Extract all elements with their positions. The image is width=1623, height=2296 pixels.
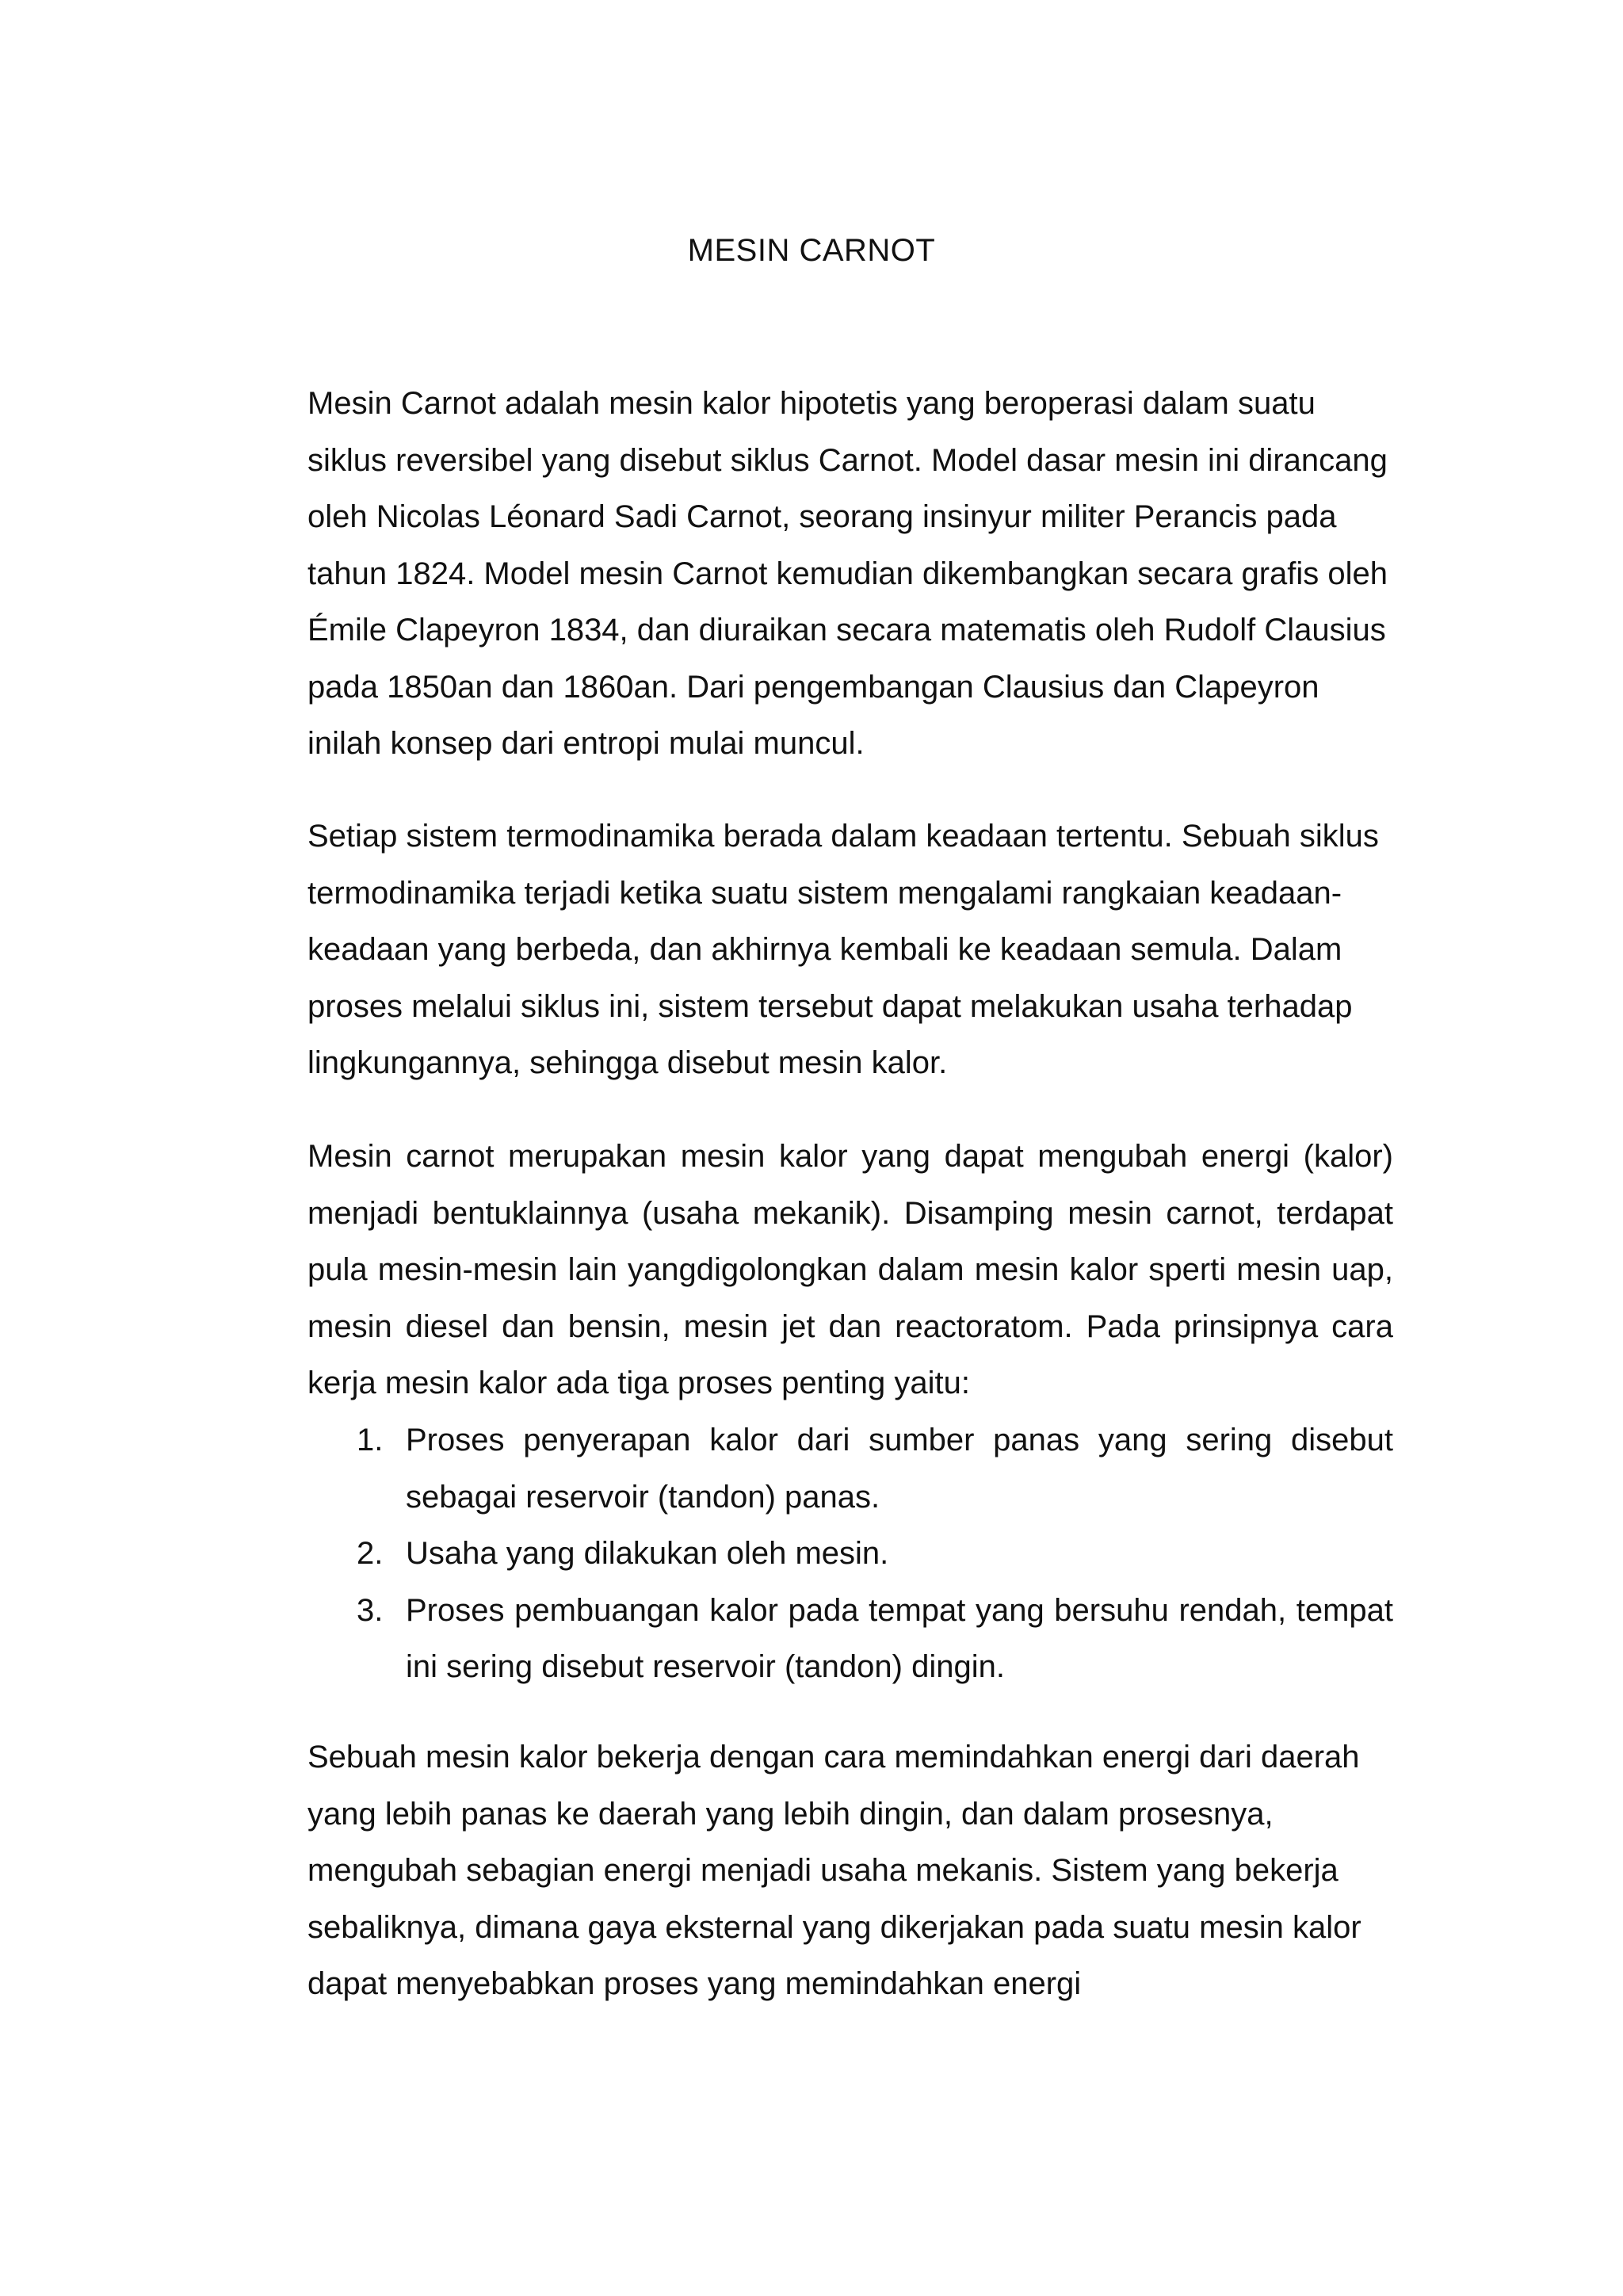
paragraph-carnot-engine: Mesin carnot merupakan mesin kalor yang dapat mengubah energi (kalor) menjadi bentuklainnya (usaha mekanik). Disamping mesin carnot, terdapat pula mesin-mesin lain yangdigolongkan dalam mesin kalor sperti mesin uap, mesin diesel dan bensin, mesin jet dan reactoratom. Pada prinsipnya cara kerja mesin kalor ada tiga proses penting yaitu:	[307, 1139, 1393, 1400]
list-item-text: Proses penyerapan kalor dari sumber panas yang sering disebut sebagai reservoir (tandon) panas.	[406, 1423, 1393, 1515]
list-item-text: Proses pembuangan kalor pada tempat yang bersuhu rendah, tempat ini sering disebut reservoir (tandon) dingin.	[406, 1592, 1393, 1684]
list-item	[307, 1412, 1393, 1526]
paragraph-intro: Mesin Carnot adalah mesin kalor hipotetis yang beroperasi dalam suatu siklus reversibel yang disebut siklus Carnot. Model dasar mesin ini dirancang oleh Nicolas Léonard Sadi Carnot, seorang insinyur militer Perancis pada tahun 1824. Model mesin Carnot kemudian dikembangkan secara grafis oleh Émile Clapeyron 1834, dan diuraikan secara matematis oleh Rudolf Clausius pada 1850an dan 1860an. Dari pengembangan Clausius dan Clapeyron inilah konsep dari entropi mulai muncul.	[307, 386, 1388, 761]
list-item-number: 1.	[357, 1423, 384, 1457]
paragraph-thermodynamic-system: Setiap sistem termodinamika berada dalam keadaan tertentu. Sebuah siklus termodinamika terjadi ketika suatu sistem mengalami rangkaian keadaan-keadaan yang berbeda, dan akhirnya kembali ke keadaan semula. Dalam proses melalui siklus ini, sistem tersebut dapat melakukan usaha terhadap lingkungannya, sehingga disebut mesin kalor.	[307, 819, 1379, 1080]
list-item-text: Usaha yang dilakukan oleh mesin.	[406, 1536, 889, 1571]
page-title: MESIN CARNOT	[687, 233, 936, 268]
list-item	[307, 1526, 1393, 1583]
list-item-number: 2.	[357, 1536, 384, 1571]
process-list	[307, 1412, 1393, 1696]
list-item-number: 3.	[357, 1592, 384, 1628]
list-item	[307, 1583, 1393, 1696]
paragraph-heat-engine: Sebuah mesin kalor bekerja dengan cara memindahkan energi dari daerah yang lebih panas ke daerah yang lebih dingin, dan dalam prosesnya, mengubah sebagian energi menjadi usaha mekanis. Sistem yang bekerja sebaliknya, dimana gaya eksternal yang dikerjakan pada suatu mesin kalor dapat menyebabkan proses yang memindahkan energi	[307, 1740, 1361, 2001]
